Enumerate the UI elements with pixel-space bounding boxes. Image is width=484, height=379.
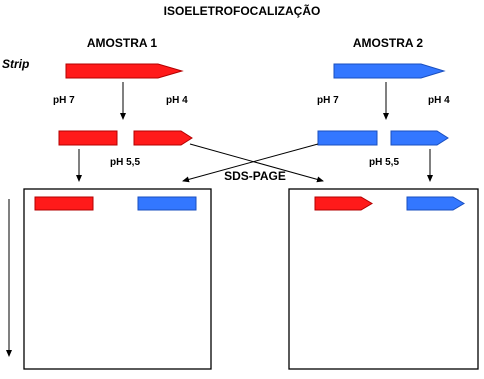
gel-2-blue-band [407,197,464,210]
sample-1-ph-right: pH 4 [166,95,188,106]
sample-2-ph-right: pH 4 [428,95,450,106]
sample-2-label: AMOSTRA 2 [352,36,424,50]
gel-box-1 [24,189,211,369]
sample-2-piece-right [391,131,448,145]
strip-label: Strip [2,57,30,71]
diagram-title: ISOELETROFOCALIZAÇÃO [163,4,321,18]
sds-page-label: SDS-PAGE [224,169,286,183]
sample-1-piece-left [59,131,117,145]
sample-2-ph-left: pH 7 [317,95,339,106]
sample-1-ph-mid: pH 5,5 [110,157,141,168]
sample-1-piece-right [134,131,192,145]
gel-2-red-band [315,197,372,210]
sample-1-label: AMOSTRA 1 [86,36,158,50]
gel-1-blue-band [138,197,196,210]
gel-1-red-band [35,197,93,210]
sample-2-piece-left [318,131,377,145]
sample-2-ph-mid: pH 5,5 [369,157,400,168]
gel-box-2 [289,189,478,369]
sample-1-ph-left: pH 7 [53,95,75,106]
sample-2-strip [334,64,444,78]
sample-1-strip [66,64,182,78]
